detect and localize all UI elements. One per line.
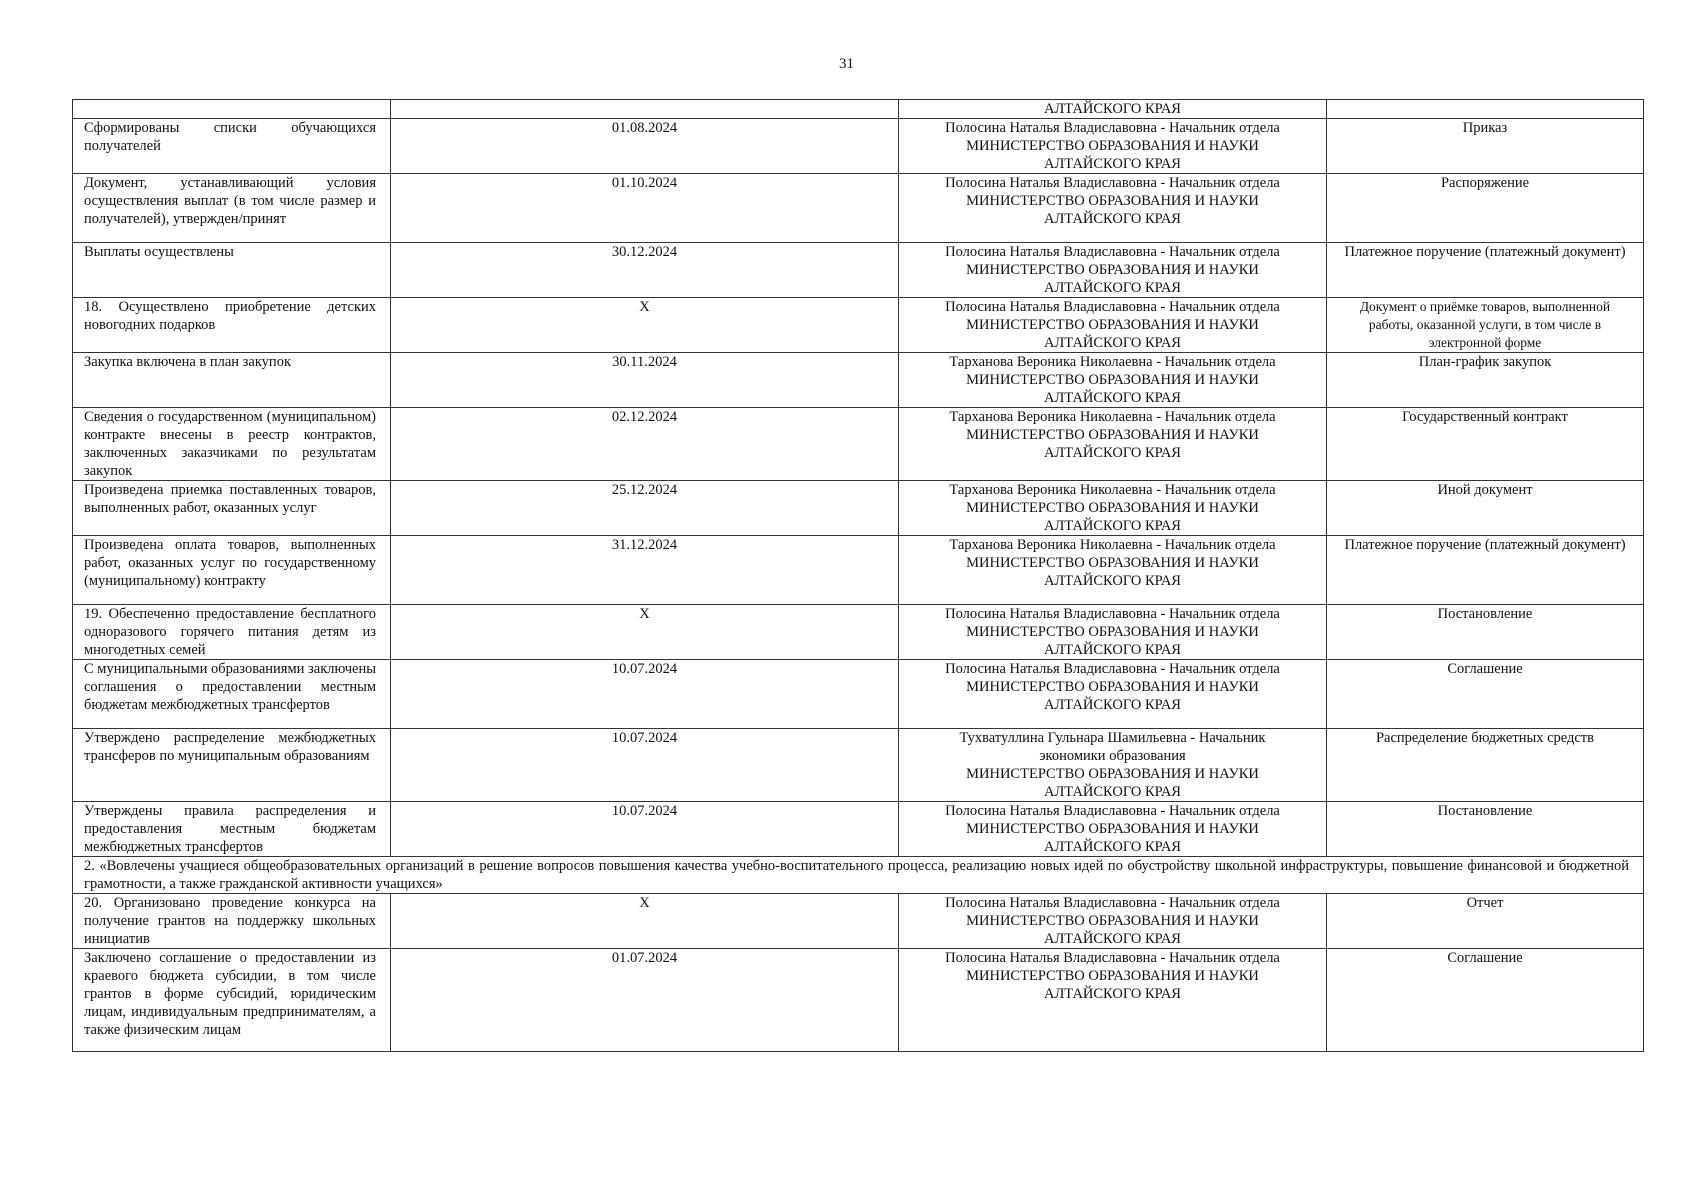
table-row bbox=[73, 729, 1644, 802]
responsible-line: Тарханова Вероника Николаевна - Начальник отдела bbox=[949, 537, 1276, 553]
responsible-cell bbox=[899, 100, 1327, 119]
responsible-cell bbox=[899, 605, 1327, 660]
table-row bbox=[73, 949, 1644, 1052]
event-cell: Произведена оплата товаров, выполненных работ, оказанных услуг по государственному (муниципальному) контракту bbox=[73, 536, 391, 605]
responsible-line: Полосина Наталья Владиславовна - Начальник отдела bbox=[945, 661, 1280, 677]
date-cell: 01.10.2024 bbox=[391, 174, 899, 243]
date-cell: 30.11.2024 bbox=[391, 353, 899, 408]
responsible-line: АЛТАЙСКОГО КРАЯ bbox=[1044, 390, 1181, 406]
table-row bbox=[73, 802, 1644, 857]
event-cell: Выплаты осуществлены bbox=[73, 243, 391, 298]
date-cell: X bbox=[391, 605, 899, 660]
date-cell: 30.12.2024 bbox=[391, 243, 899, 298]
date-cell: 10.07.2024 bbox=[391, 802, 899, 857]
responsible-line: Полосина Наталья Владиславовна - Начальник отдела bbox=[945, 895, 1280, 911]
responsible-line: Тухватуллина Гульнара Шамильевна - Начальник bbox=[959, 730, 1266, 746]
page-number: 31 bbox=[839, 56, 854, 72]
responsible-line: МИНИСТЕРСТВО ОБРАЗОВАНИЯ И НАУКИ bbox=[966, 624, 1259, 640]
document-cell: Документ о приёмке товаров, выполненной работы, оказанной услуги, в том числе в электронной форме bbox=[1327, 298, 1644, 353]
responsible-line: МИНИСТЕРСТВО ОБРАЗОВАНИЯ И НАУКИ bbox=[966, 968, 1259, 984]
date-cell: 10.07.2024 bbox=[391, 729, 899, 802]
event-cell: Утверждено распределение межбюджетных трансферов по муниципальным образованиям bbox=[73, 729, 391, 802]
document-cell: План-график закупок bbox=[1327, 353, 1644, 408]
responsible-cell bbox=[899, 119, 1327, 174]
event-cell: Сведения о государственном (муниципальном) контракте внесены в реестр контрактов, заключенных заказчиками по результатам закупок bbox=[73, 408, 391, 481]
responsible-line: Полосина Наталья Владиславовна - Начальник отдела bbox=[945, 175, 1280, 191]
responsible-cell bbox=[899, 729, 1327, 802]
responsible-line: МИНИСТЕРСТВО ОБРАЗОВАНИЯ И НАУКИ bbox=[966, 262, 1259, 278]
document-cell: Государственный контракт bbox=[1327, 408, 1644, 481]
table-row bbox=[73, 119, 1644, 174]
document-cell: Соглашение bbox=[1327, 660, 1644, 729]
responsible-cell bbox=[899, 243, 1327, 298]
document-cell: Платежное поручение (платежный документ) bbox=[1327, 536, 1644, 605]
document-cell: Постановление bbox=[1327, 802, 1644, 857]
responsible-line: Полосина Наталья Владиславовна - Начальник отдела bbox=[945, 299, 1280, 315]
responsible-line: МИНИСТЕРСТВО ОБРАЗОВАНИЯ И НАУКИ bbox=[966, 317, 1259, 333]
responsible-line: АЛТАЙСКОГО КРАЯ bbox=[1044, 697, 1181, 713]
document-cell: Постановление bbox=[1327, 605, 1644, 660]
event-cell: Закупка включена в план закупок bbox=[73, 353, 391, 408]
table-row bbox=[73, 660, 1644, 729]
table-row bbox=[73, 605, 1644, 660]
responsible-line: МИНИСТЕРСТВО ОБРАЗОВАНИЯ И НАУКИ bbox=[966, 679, 1259, 695]
responsible-cell bbox=[899, 660, 1327, 729]
responsible-line: Тарханова Вероника Николаевна - Начальник отдела bbox=[949, 482, 1276, 498]
responsible-line: МИНИСТЕРСТВО ОБРАЗОВАНИЯ И НАУКИ bbox=[966, 193, 1259, 209]
date-cell: 02.12.2024 bbox=[391, 408, 899, 481]
continuation-row bbox=[73, 100, 1644, 119]
responsible-line: АЛТАЙСКОГО КРАЯ bbox=[1044, 642, 1181, 658]
plan-table bbox=[72, 99, 1644, 1052]
responsible-line: АЛТАЙСКОГО КРАЯ bbox=[1044, 445, 1181, 461]
responsible-cell bbox=[899, 408, 1327, 481]
responsible-line: МИНИСТЕРСТВО ОБРАЗОВАНИЯ И НАУКИ bbox=[966, 372, 1259, 388]
responsible-line: АЛТАЙСКОГО КРАЯ bbox=[1044, 211, 1181, 227]
responsible-line: МИНИСТЕРСТВО ОБРАЗОВАНИЯ И НАУКИ bbox=[966, 913, 1259, 929]
responsible-cell bbox=[899, 949, 1327, 1052]
document-cell: Соглашение bbox=[1327, 949, 1644, 1052]
responsible-cell bbox=[899, 353, 1327, 408]
event-cell: С муниципальными образованиями заключены соглашения о предоставлении местным бюджетам межбюджетных трансфертов bbox=[73, 660, 391, 729]
responsible-line: АЛТАЙСКОГО КРАЯ bbox=[1044, 101, 1181, 117]
section-heading: 2. «Вовлечены учащиеся общеобразовательных организаций в решение вопросов повышения качества учебно-воспитательного процесса, реализацию новых идей по обустройству школьной инфраструктуры, повышение финансовой и бюджетной грамотности, а также гражданской активности учащихся» bbox=[73, 857, 1644, 894]
document-cell: Распоряжение bbox=[1327, 174, 1644, 243]
responsible-line: МИНИСТЕРСТВО ОБРАЗОВАНИЯ И НАУКИ bbox=[966, 821, 1259, 837]
document-cell: Приказ bbox=[1327, 119, 1644, 174]
table-row bbox=[73, 243, 1644, 298]
responsible-line: АЛТАЙСКОГО КРАЯ bbox=[1044, 986, 1181, 1002]
date-cell: 31.12.2024 bbox=[391, 536, 899, 605]
table-row bbox=[73, 174, 1644, 243]
event-cell: Документ, устанавливающий условия осуществления выплат (в том числе размер и получателей), утвержден/принят bbox=[73, 174, 391, 243]
responsible-line: Полосина Наталья Владиславовна - Начальник отдела bbox=[945, 120, 1280, 136]
table-row bbox=[73, 894, 1644, 949]
date-cell: 10.07.2024 bbox=[391, 660, 899, 729]
responsible-line: АЛТАЙСКОГО КРАЯ bbox=[1044, 156, 1181, 172]
responsible-cell bbox=[899, 174, 1327, 243]
responsible-line: Полосина Наталья Владиславовна - Начальник отдела bbox=[945, 803, 1280, 819]
date-cell bbox=[391, 100, 899, 119]
responsible-cell bbox=[899, 481, 1327, 536]
document-cell bbox=[1327, 100, 1644, 119]
responsible-line: Полосина Наталья Владиславовна - Начальник отдела bbox=[945, 244, 1280, 260]
responsible-line: МИНИСТЕРСТВО ОБРАЗОВАНИЯ И НАУКИ bbox=[966, 500, 1259, 516]
document-cell: Отчет bbox=[1327, 894, 1644, 949]
date-cell: 01.08.2024 bbox=[391, 119, 899, 174]
date-cell: X bbox=[391, 298, 899, 353]
table-row bbox=[73, 353, 1644, 408]
responsible-cell bbox=[899, 802, 1327, 857]
responsible-line: МИНИСТЕРСТВО ОБРАЗОВАНИЯ И НАУКИ bbox=[966, 138, 1259, 154]
responsible-line: АЛТАЙСКОГО КРАЯ bbox=[1044, 518, 1181, 534]
responsible-line: АЛТАЙСКОГО КРАЯ bbox=[1044, 335, 1181, 351]
responsible-cell bbox=[899, 298, 1327, 353]
date-cell: 25.12.2024 bbox=[391, 481, 899, 536]
responsible-line: АЛТАЙСКОГО КРАЯ bbox=[1044, 931, 1181, 947]
event-cell bbox=[73, 100, 391, 119]
table-row bbox=[73, 481, 1644, 536]
responsible-line: АЛТАЙСКОГО КРАЯ bbox=[1044, 784, 1181, 800]
responsible-line: Тарханова Вероника Николаевна - Начальник отдела bbox=[949, 354, 1276, 370]
event-cell: Заключено соглашение о предоставлении из краевого бюджета субсидии, в том числе грантов в форме субсидий, юридическим лицам, индивидуальным предпринимателям, а также физическим лицам bbox=[73, 949, 391, 1052]
table-row bbox=[73, 536, 1644, 605]
responsible-line: Тарханова Вероника Николаевна - Начальник отдела bbox=[949, 409, 1276, 425]
responsible-line: экономики образования bbox=[1039, 748, 1186, 764]
document-cell: Платежное поручение (платежный документ) bbox=[1327, 243, 1644, 298]
responsible-cell bbox=[899, 536, 1327, 605]
document-cell: Иной документ bbox=[1327, 481, 1644, 536]
responsible-line: МИНИСТЕРСТВО ОБРАЗОВАНИЯ И НАУКИ bbox=[966, 766, 1259, 782]
responsible-line: МИНИСТЕРСТВО ОБРАЗОВАНИЯ И НАУКИ bbox=[966, 555, 1259, 571]
responsible-line: МИНИСТЕРСТВО ОБРАЗОВАНИЯ И НАУКИ bbox=[966, 427, 1259, 443]
date-cell: 01.07.2024 bbox=[391, 949, 899, 1052]
responsible-line: АЛТАЙСКОГО КРАЯ bbox=[1044, 839, 1181, 855]
responsible-line: Полосина Наталья Владиславовна - Начальник отдела bbox=[945, 950, 1280, 966]
date-cell: X bbox=[391, 894, 899, 949]
event-cell: 18. Осуществлено приобретение детских новогодних подарков bbox=[73, 298, 391, 353]
event-cell: Произведена приемка поставленных товаров, выполненных работ, оказанных услуг bbox=[73, 481, 391, 536]
section-row bbox=[73, 857, 1644, 894]
responsible-line: Полосина Наталья Владиславовна - Начальник отдела bbox=[945, 606, 1280, 622]
responsible-cell bbox=[899, 894, 1327, 949]
event-cell: 20. Организовано проведение конкурса на получение грантов на поддержку школьных инициатив bbox=[73, 894, 391, 949]
event-cell: Сформированы списки обучающихся получателей bbox=[73, 119, 391, 174]
responsible-line: АЛТАЙСКОГО КРАЯ bbox=[1044, 280, 1181, 296]
responsible-line: АЛТАЙСКОГО КРАЯ bbox=[1044, 573, 1181, 589]
document-cell: Распределение бюджетных средств bbox=[1327, 729, 1644, 802]
event-cell: Утверждены правила распределения и предоставления местным бюджетам межбюджетных трансфертов bbox=[73, 802, 391, 857]
table-row bbox=[73, 298, 1644, 353]
table-row bbox=[73, 408, 1644, 481]
event-cell: 19. Обеспеченно предоставление бесплатного одноразового горячего питания детям из многодетных семей bbox=[73, 605, 391, 660]
